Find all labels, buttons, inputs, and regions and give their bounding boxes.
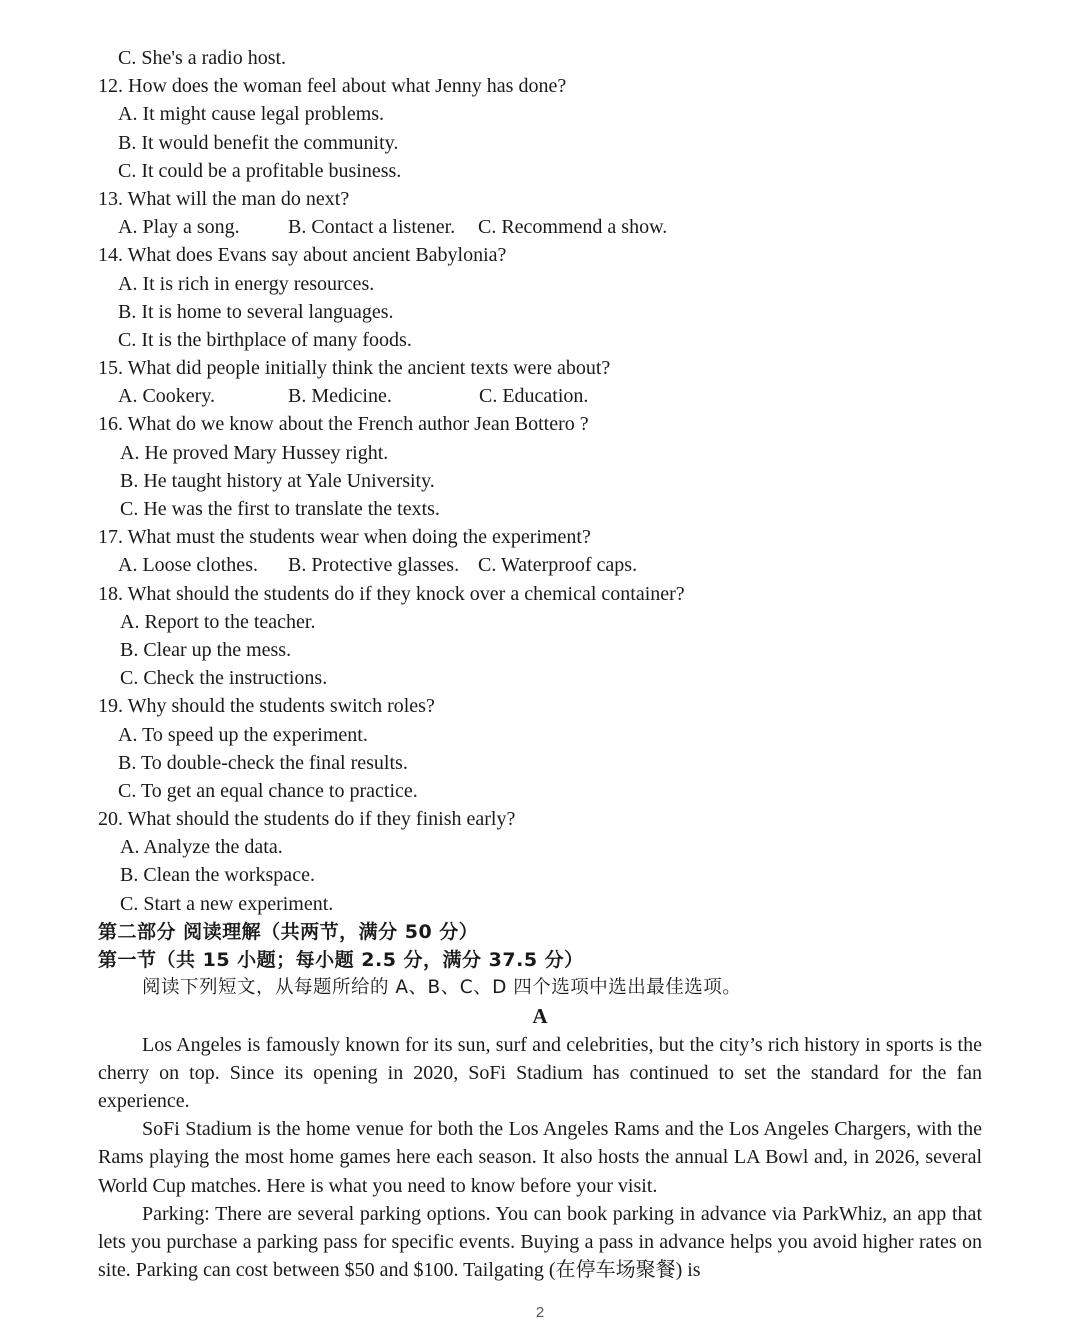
option-line: C. Check the instructions. xyxy=(120,667,328,690)
option-a: A. Cookery. xyxy=(118,385,216,408)
passage-paragraph: Los Angeles is famously known for its sun, surf and celebrities, but the city’s rich history in sports is the cherry on top. Since its opening in 2020, SoFi Stadium has continued to set the standard for the fan experience. xyxy=(98,1033,982,1112)
option-line: A. It might cause legal problems. xyxy=(118,103,385,126)
option-line: C. It could be a profitable business. xyxy=(118,159,402,182)
option-line: A. Report to the teacher. xyxy=(120,610,316,633)
passage-paragraph: SoFi Stadium is the home venue for both the Los Angeles Rams and the Los Angeles Chargers, with the Rams playing the most home games here each season. It also hosts the annual LA Bowl and, in 2026, several World Cup matches. Here is what you need to know before your visit. xyxy=(98,1118,982,1197)
option-line: B. To double-check the final results. xyxy=(118,751,408,774)
option-line: B. It would benefit the community. xyxy=(118,131,399,154)
question-stem: 13. What will the man do next? xyxy=(98,187,350,210)
option-b: B. Protective glasses. xyxy=(288,554,460,577)
passage-paragraph: Parking: There are several parking options. You can book parking in advance via ParkWhiz, an app that lets you purchase a parking pass for specific events. Buying a pass in advance helps you avoid higher rates on site. Parking can cost between $50 and $100. Tailgating (在停车场聚餐) is xyxy=(98,1202,982,1282)
option-line: C. Start a new experiment. xyxy=(120,892,334,915)
exam-page xyxy=(0,44,1080,1284)
option-a: A. Play a song. xyxy=(118,216,240,239)
option-line: C. He was the first to translate the texts. xyxy=(120,498,440,520)
option-line: A. He proved Mary Hussey right. xyxy=(120,441,389,464)
option-line: A. To speed up the experiment. xyxy=(118,723,368,746)
section-subtitle: 第一节（共 15 小题；每小题 2.5 分，满分 37.5 分） xyxy=(98,949,584,971)
inline-options xyxy=(0,213,1080,241)
option-line: B. He taught history at Yale University. xyxy=(120,469,435,492)
option-line: C. She's a radio host. xyxy=(118,47,287,69)
question-stem: 14. What does Evans say about ancient Babylonia? xyxy=(98,244,507,267)
page-number: 2 xyxy=(535,1304,545,1321)
question-stem: 12. How does the woman feel about what Jenny has done? xyxy=(98,75,567,98)
section-instruction: 阅读下列短文，从每题所给的 A、B、C、D 四个选项中选出最佳选项。 xyxy=(142,977,742,999)
inline-options xyxy=(0,551,1080,579)
question-stem: 18. What should the students do if they knock over a chemical container? xyxy=(98,582,685,605)
option-a: A. Loose clothes. xyxy=(118,554,258,577)
option-line: B. Clean the workspace. xyxy=(120,864,315,887)
option-line: B. It is home to several languages. xyxy=(118,300,394,323)
option-line: A. It is rich in energy resources. xyxy=(118,272,375,295)
option-line: C. It is the birthplace of many foods. xyxy=(118,328,412,351)
passage-label: A xyxy=(532,1004,548,1029)
question-stem: 15. What did people initially think the ancient texts were about? xyxy=(98,357,611,380)
option-c: C. Education. xyxy=(479,385,589,408)
option-line: A. Analyze the data. xyxy=(120,836,283,859)
option-c: C. Recommend a show. xyxy=(478,216,668,239)
inline-options xyxy=(0,382,1080,410)
question-stem: 16. What do we know about the French author Jean Bottero ? xyxy=(98,413,589,436)
option-line: C. To get an equal chance to practice. xyxy=(118,779,418,802)
question-stem: 19. Why should the students switch roles? xyxy=(98,695,435,718)
option-c: C. Waterproof caps. xyxy=(478,554,638,577)
option-line: B. Clear up the mess. xyxy=(120,638,292,661)
question-stem: 17. What must the students wear when doing the experiment? xyxy=(98,526,591,549)
question-stem: 20. What should the students do if they finish early? xyxy=(98,808,516,831)
option-b: B. Contact a listener. xyxy=(288,216,456,239)
part-title: 第二部分 阅读理解（共两节，满分 50 分） xyxy=(98,920,479,943)
option-b: B. Medicine. xyxy=(288,385,392,408)
